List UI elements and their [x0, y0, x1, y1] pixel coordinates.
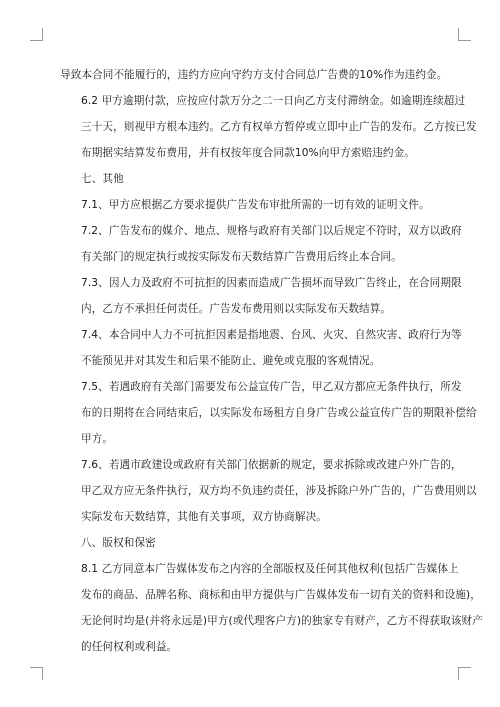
- paragraph: [60, 452, 477, 530]
- text-line: 甲方。: [81, 433, 114, 445]
- text-line: 7.5、若遇政府有关部门需要发布公益宣传广告，甲乙双方都应无条件执行，所发: [81, 381, 462, 393]
- text-line: 7.6、若遇市政建设或政府有关部门依据新的规定，要求拆除或改建户外广告的，: [81, 459, 462, 471]
- paragraph: [60, 530, 445, 556]
- crop-mark-top-left: [30, 28, 43, 41]
- paragraph: [60, 88, 477, 166]
- text-line: 布期据实结算发布费用，并有权按年度合同款10%向甲方索赔违约金。: [81, 147, 415, 159]
- text-line: 内，乙方不承担任何责任。广告发布费用则以实际发布天数结算。: [81, 303, 392, 315]
- text-line: 有关部门的规定执行或按实际发布天数结算广告费用后终止本合同。: [81, 251, 402, 263]
- text-line: 实际发布天数结算，其他有关事项，双方协商解决。: [81, 511, 327, 523]
- crop-mark-bottom-left: [30, 667, 43, 680]
- text-line: 无论何时均是(并将永远是)甲方(或代理客户方)的独家专有财产，乙方不得获取该财产: [81, 615, 483, 627]
- crop-mark-top-right: [458, 28, 471, 41]
- text-line: 八、版权和保密: [81, 537, 156, 549]
- text-line: 导致本合同不能履行的，违约方应向守约方支付合同总广告费的10%作为违约金。: [60, 69, 448, 81]
- text-line: 6.2 甲方逾期付款，应按应付款万分之二一日向乙方支付滞纳金。如逾期连续超过: [81, 95, 466, 107]
- text-line: 7.1、甲方应根据乙方要求提供广告发布审批所需的一切有效的证明文件。: [81, 199, 430, 211]
- text-line: 7.2、广告发布的媒介、地点、规格与政府有关部门以后规定不符时，双方以政府: [81, 225, 462, 237]
- document-body: [60, 62, 483, 660]
- crop-mark-bottom-right: [458, 667, 471, 680]
- text-line: 7.4、本合同中人力不可抗拒因素是指地震、台风、火灾、自然灾害、政府行为等: [81, 329, 462, 341]
- text-line: 三十天，则视甲方根本违约。乙方有权单方暂停或立即中止广告的发布。乙方按已发: [81, 121, 477, 133]
- text-line: 七、其他: [81, 173, 124, 185]
- paragraph: [60, 62, 448, 88]
- text-line: 的任何权利或利益。: [81, 641, 178, 653]
- paragraph: [60, 192, 445, 218]
- paragraph: [60, 556, 483, 660]
- paragraph: [60, 270, 462, 322]
- paragraph: [60, 218, 462, 270]
- text-line: 甲乙双方应无条件执行，双方均不负违约责任，涉及拆除户外广告的，广告费用则以: [81, 485, 477, 497]
- text-line: 布的日期将在合同结束后，以实际发布场租方自身广告或公益宣传广告的期限补偿给: [81, 407, 477, 419]
- paragraph: [60, 166, 445, 192]
- paragraph: [60, 374, 477, 452]
- paragraph: [60, 322, 462, 374]
- text-line: 发布的商品、品牌名称、商标和由甲方提供与广告媒体发布一切有关的资料和设施)，: [81, 589, 481, 601]
- text-line: 8.1 乙方同意本广告媒体发布之内容的全部版权及任何其他权利(包括广告媒体上: [81, 563, 459, 575]
- text-line: 不能预见并对其发生和后果不能防止、避免或克服的客观情况。: [81, 355, 381, 367]
- text-line: 7.3、因人力及政府不可抗拒的因素而造成广告损坏而导致广告终止，在合同期限: [81, 277, 462, 289]
